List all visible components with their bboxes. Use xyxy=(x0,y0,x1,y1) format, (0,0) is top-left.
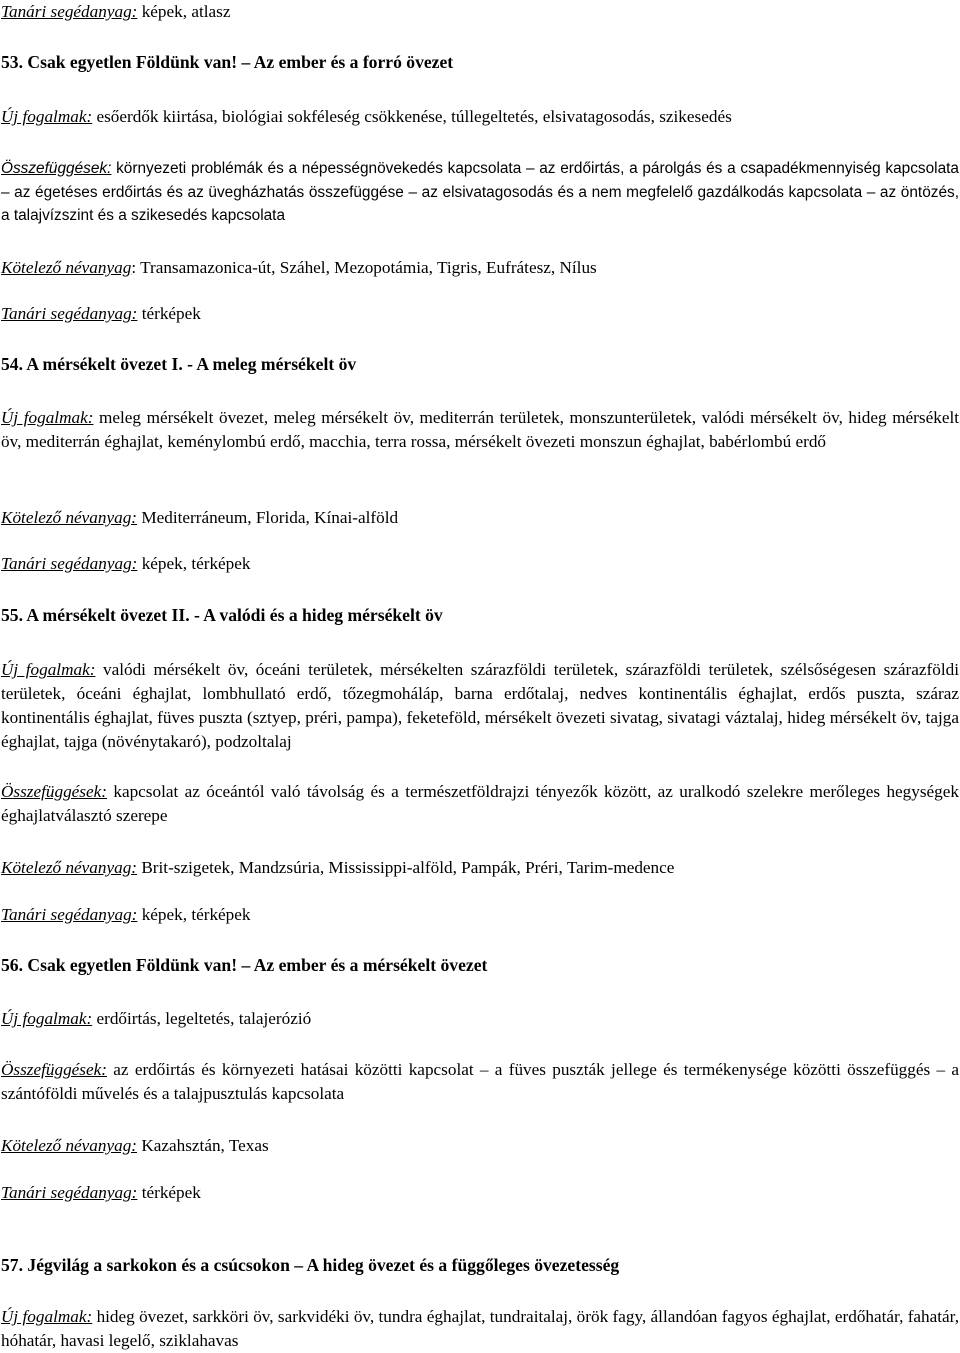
new-concepts-53 xyxy=(0,105,960,129)
section-title-55: 55. A mérsékelt övezet II. - A valódi és a hideg mérsékelt öv xyxy=(1,605,443,625)
connections-55 xyxy=(0,780,960,828)
mandatory-names-label: Kötelező névanyag: xyxy=(1,508,138,527)
connections-value: környezeti problémák és a népességnövekedés kapcsolata – az erdőirtás, a párolgás és a csapadékmennyiség kapcsolata – az égetéses erdőirtás és az üvegházhatás összefüggése – az elsivatagosodás és a nem megfelelő gazdálkodás kapcsolata – az öntözés, a talajvízszint és a szikesedés kapcsolata xyxy=(1,160,959,224)
teacher-material-label: Tanári segédanyag: xyxy=(1,304,138,323)
mandatory-names-value: Brit-szigetek, Mandzsúria, Mississippi-alföld, Pampák, Préri, Tarim-medence xyxy=(141,858,675,877)
section-title-57: 57. Jégvilág a sarkokon és a csúcsokon – A hideg övezet és a függőleges övezetesség xyxy=(1,1255,620,1275)
mandatory-names-55 xyxy=(0,856,960,880)
connections-label: Összefüggések: xyxy=(1,1060,107,1079)
teacher-material-label: Tanári segédanyag: xyxy=(1,905,138,924)
connections-label: Összefüggések: xyxy=(1,782,107,801)
connections-value: kapcsolat az óceántól való távolság és a természetföldrajzi tényezők között, az uralkodó szelekre merőleges hegységek éghajlatválasztó szerepe xyxy=(1,782,959,825)
section-title-54: 54. A mérsékelt övezet I. - A meleg mérsékelt öv xyxy=(1,354,357,374)
mandatory-names-value: Mediterráneum, Florida, Kínai-alföld xyxy=(141,508,399,527)
mandatory-names-54 xyxy=(0,506,960,530)
section-title-56: 56. Csak egyetlen Földünk van! – Az ember és a mérsékelt övezet xyxy=(1,955,488,975)
mandatory-names-56 xyxy=(0,1134,960,1158)
teacher-material-line xyxy=(0,0,960,24)
new-concepts-value: erdőirtás, legeltetés, talajerózió xyxy=(96,1009,312,1028)
new-concepts-value: valódi mérsékelt öv, óceáni területek, mérsékelten szárazföldi területek, szárazföldi területek, szélsőségesen szárazföldi területek, óceáni éghajlat, lombhullató erdő, tőzegmoháláp, barna erdőtalaj, nedves kontinentális éghajlat, erdős puszta, száraz kontinentális éghajlat, füves puszta (sztyep, préri, pampa), feketeföld, mérsékelt övezeti sivatag, sivatagi váztalaj, hideg mérsékelt öv, tajga éghajlat, tajga (növénytakaró), podzoltalaj xyxy=(1,660,959,751)
mandatory-names-label: Kötelező névanyag: xyxy=(1,1136,138,1155)
teacher-material-value: térképek xyxy=(141,1183,201,1202)
new-concepts-value: meleg mérsékelt övezet, meleg mérsékelt öv, mediterrán területek, monszunterületek, valódi mérsékelt öv, hideg mérsékelt öv, mediterrán éghajlat, keménylombú erdő, macchia, terra rossa, mérsékelt övezeti monszun éghajlat, babérlombú erdő xyxy=(1,408,960,452)
teacher-material-label: Tanári segédanyag: xyxy=(1,554,138,573)
teacher-material-56 xyxy=(0,1181,960,1205)
teacher-material-53 xyxy=(0,302,960,326)
mandatory-names-value: : Transamazonica-út, Száhel, Mezopotámia, Tigris, Eufrátesz, Nílus xyxy=(131,258,597,277)
mandatory-names-label: Kötelező névanyag: xyxy=(1,858,138,877)
section-title-53: 53. Csak egyetlen Földünk van! – Az ember és a forró övezet xyxy=(1,52,454,72)
mandatory-names-label: Kötelező névanyag xyxy=(1,258,132,277)
new-concepts-label: Új fogalmak: xyxy=(1,107,93,126)
new-concepts-54 xyxy=(0,406,960,455)
connections-value: az erdőirtás és környezeti hatásai közötti kapcsolat – a füves puszták jellege és termékenysége közötti összefüggés – a szántóföldi művelés és a talajpusztulás kapcsolata xyxy=(1,1060,959,1103)
teacher-material-value: képek, térképek xyxy=(141,905,251,924)
mandatory-names-value: Kazahsztán, Texas xyxy=(141,1136,269,1155)
connections-56 xyxy=(0,1058,960,1106)
connections-53 xyxy=(0,157,960,228)
teacher-material-value: képek, atlasz xyxy=(141,2,231,21)
new-concepts-57 xyxy=(0,1305,960,1353)
new-concepts-55 xyxy=(0,658,960,754)
new-concepts-value: esőerdők kiirtása, biológiai sokféleség csökkenése, túllegeltetés, elsivatagosodás, szikesedés xyxy=(96,107,732,126)
teacher-material-value: térképek xyxy=(141,304,201,323)
teacher-material-label: Tanári segédanyag: xyxy=(1,2,138,21)
new-concepts-56 xyxy=(0,1007,960,1031)
mandatory-names-53 xyxy=(0,256,960,280)
new-concepts-label: Új fogalmak: xyxy=(1,408,94,427)
new-concepts-label: Új fogalmak: xyxy=(1,1009,93,1028)
new-concepts-label: Új fogalmak: xyxy=(1,660,96,679)
new-concepts-value: hideg övezet, sarkköri öv, sarkvidéki öv, tundra éghajlat, tundraitalaj, örök fagy, állandóan fagyos éghajlat, erdőhatár, fahatár, hóhatár, havasi legelő, sziklahavas xyxy=(1,1307,960,1350)
teacher-material-label: Tanári segédanyag: xyxy=(1,1183,138,1202)
teacher-material-value: képek, térképek xyxy=(141,554,251,573)
new-concepts-label: Új fogalmak: xyxy=(1,1307,93,1326)
teacher-material-54 xyxy=(0,552,960,576)
teacher-material-55 xyxy=(0,903,960,927)
connections-label: Összefüggések: xyxy=(1,160,112,177)
